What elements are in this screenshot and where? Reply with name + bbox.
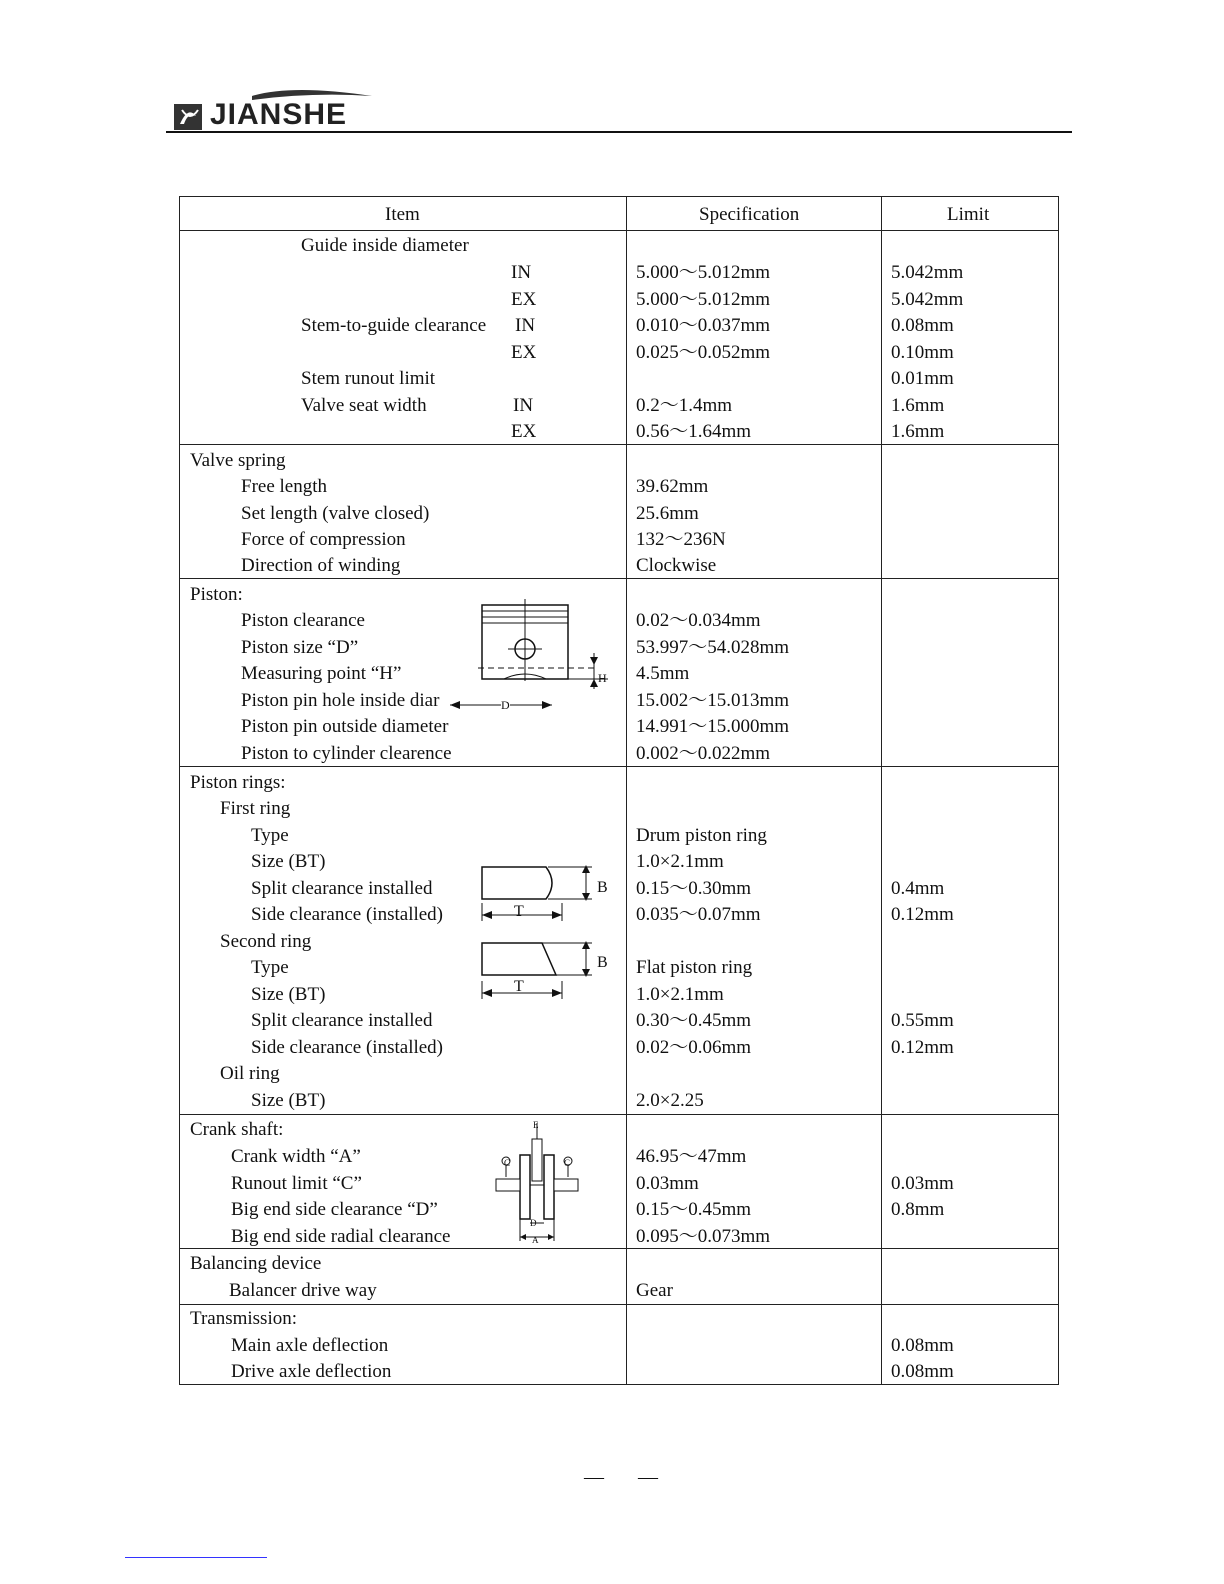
piston-fig-d: D [501, 695, 510, 715]
second-split-label: Split clearance installed [251, 1010, 433, 1031]
valve-spring-title: Valve spring [190, 450, 286, 471]
second-size-label: Size (BT) [251, 984, 326, 1005]
transmission-title: Transmission: [190, 1308, 297, 1329]
piston-rings-section [180, 767, 1058, 1115]
stg-in-limit: 0.08mm [891, 315, 954, 336]
guide-in-spec: 5.000～5.012mm [636, 262, 771, 283]
drive-axle-limit: 0.08mm [891, 1361, 954, 1382]
piston-to-cylinder-spec: 0.002～0.022mm [636, 743, 771, 764]
crank-fig-c-right: C [564, 1158, 571, 1168]
guide-in-limit: 5.042mm [891, 262, 964, 283]
stg-ex-limit: 0.10mm [891, 342, 954, 363]
winding-label: Direction of winding [241, 555, 401, 576]
oil-size-spec: 2.0×2.25 [636, 1090, 704, 1111]
oil-ring-label: Oil ring [220, 1063, 280, 1084]
transmission-section [180, 1305, 1058, 1384]
first-split-spec: 0.15～0.30mm [636, 878, 752, 899]
second-type-spec: Flat piston ring [636, 957, 753, 978]
balancing-device-title: Balancing device [190, 1253, 322, 1274]
pin-hole-label: Piston pin hole inside diar [241, 690, 440, 711]
header-limit: Limit [947, 204, 990, 225]
seat-ex-spec: 0.56～1.64mm [636, 421, 752, 442]
second-size-spec: 1.0×2.1mm [636, 984, 724, 1005]
seat-in-limit: 1.6mm [891, 395, 945, 416]
crankshaft-diagram [492, 1119, 582, 1243]
second-ring-fig-b: B [597, 954, 608, 971]
piston-clearance-spec: 0.02～0.034mm [636, 610, 761, 631]
second-side-spec: 0.02～0.06mm [636, 1037, 752, 1058]
stg-ex-spec: 0.025～0.052mm [636, 342, 771, 363]
drive-axle-label: Drive axle deflection [231, 1361, 392, 1382]
footer-link-underline [125, 1557, 267, 1558]
first-ring-diagram [476, 863, 606, 923]
table-header-row [180, 197, 1058, 231]
page-number-dash-right: — [638, 1466, 658, 1488]
guide-ex-limit: 5.042mm [891, 289, 964, 310]
pin-hole-spec: 15.002～15.013mm [636, 690, 790, 711]
crank-shaft-title: Crank shaft: [190, 1119, 284, 1140]
seat-ex-label: EX [511, 421, 537, 442]
first-ring-fig-b: B [597, 879, 608, 896]
seat-in-spec: 0.2～1.4mm [636, 395, 733, 416]
big-end-radial-spec: 0.095～0.073mm [636, 1226, 771, 1247]
spec-table [179, 196, 1059, 1385]
second-ring-label: Second ring [220, 931, 312, 952]
stem-to-guide-label: Stem-to-guide clearance [301, 315, 487, 336]
guide-ex-spec: 5.000～5.012mm [636, 289, 771, 310]
guide-inside-diameter-label: Guide inside diameter [301, 235, 469, 256]
first-split-limit: 0.4mm [891, 878, 945, 899]
second-side-limit: 0.12mm [891, 1037, 954, 1058]
valve-section [180, 231, 1058, 445]
piston-section [180, 579, 1058, 767]
first-split-label: Split clearance installed [251, 878, 433, 899]
crank-fig-d: D [530, 1218, 537, 1228]
balancer-drive-label: Balancer drive way [229, 1280, 377, 1301]
crank-width-spec: 46.95～47mm [636, 1146, 747, 1167]
crank-fig-e: E [533, 1120, 539, 1130]
piston-size-spec: 53.997～54.028mm [636, 637, 790, 658]
big-end-side-limit: 0.8mm [891, 1199, 945, 1220]
brand-name: JIANSHE [210, 98, 348, 131]
force-label: Force of compression [241, 529, 406, 550]
second-split-spec: 0.30～0.45mm [636, 1010, 752, 1031]
stg-in-spec: 0.010～0.037mm [636, 315, 771, 336]
first-size-spec: 1.0×2.1mm [636, 851, 724, 872]
pin-od-spec: 14.991～15.000mm [636, 716, 790, 737]
balancer-drive-spec: Gear [636, 1280, 673, 1301]
jianshe-logo [172, 86, 382, 132]
guide-ex-label: EX [511, 289, 537, 310]
page-number-dash-left: — [584, 1466, 604, 1488]
set-length-label: Set length (valve closed) [241, 503, 430, 524]
runout-limit: 0.03mm [891, 1173, 954, 1194]
piston-size-label: Piston size “D” [241, 637, 359, 658]
big-end-radial-label: Big end side radial clearance [231, 1226, 451, 1247]
piston-to-cylinder-label: Piston to cylinder clearence [241, 743, 452, 764]
free-length-spec: 39.62mm [636, 476, 709, 497]
header-rule [166, 131, 1072, 133]
stem-runout-label: Stem runout limit [301, 368, 436, 389]
runout-spec: 0.03mm [636, 1173, 699, 1194]
seat-ex-limit: 1.6mm [891, 421, 945, 442]
header-specification: Specification [699, 204, 800, 225]
force-spec: 132～236N [636, 529, 726, 550]
stg-in-label: IN [515, 315, 536, 336]
crank-fig-c-left: C [504, 1158, 511, 1168]
second-ring-diagram [476, 939, 606, 1001]
set-length-spec: 25.6mm [636, 503, 699, 524]
first-ring-label: First ring [220, 798, 291, 819]
runout-label: Runout limit “C” [231, 1173, 362, 1194]
oil-size-label: Size (BT) [251, 1090, 326, 1111]
measuring-point-label: Measuring point “H” [241, 663, 402, 684]
first-type-label: Type [251, 825, 289, 846]
first-side-label: Side clearance (installed) [251, 904, 444, 925]
crank-width-label: Crank width “A” [231, 1146, 361, 1167]
first-type-spec: Drum piston ring [636, 825, 767, 846]
piston-fig-h: H [598, 671, 607, 685]
piston-clearance-label: Piston clearance [241, 610, 365, 631]
second-side-label: Side clearance (installed) [251, 1037, 444, 1058]
main-axle-label: Main axle deflection [231, 1335, 389, 1356]
big-end-side-label: Big end side clearance “D” [231, 1199, 438, 1220]
second-split-limit: 0.55mm [891, 1010, 954, 1031]
seat-width-label: Valve seat width [301, 395, 427, 416]
second-ring-fig-t: T [514, 978, 524, 995]
first-side-spec: 0.035～0.07mm [636, 904, 761, 925]
guide-in-label: IN [511, 262, 532, 283]
piston-diagram [448, 597, 614, 715]
first-ring-fig-t: T [514, 903, 524, 920]
header-item: Item [385, 204, 420, 225]
piston-title: Piston: [190, 584, 243, 605]
second-type-label: Type [251, 957, 289, 978]
pin-od-label: Piston pin outside diameter [241, 716, 449, 737]
valve-spring-section [180, 445, 1058, 579]
first-size-label: Size (BT) [251, 851, 326, 872]
seat-in-label: IN [513, 395, 534, 416]
piston-rings-title: Piston rings: [190, 772, 286, 793]
stem-runout-limit: 0.01mm [891, 368, 954, 389]
main-axle-limit: 0.08mm [891, 1335, 954, 1356]
free-length-label: Free length [241, 476, 328, 497]
measuring-point-spec: 4.5mm [636, 663, 690, 684]
big-end-side-spec: 0.15～0.45mm [636, 1199, 752, 1220]
crank-fig-a: A [532, 1235, 539, 1245]
stg-ex-label: EX [511, 342, 537, 363]
winding-spec: Clockwise [636, 555, 717, 576]
first-side-limit: 0.12mm [891, 904, 954, 925]
crank-shaft-section [180, 1115, 1058, 1249]
balancing-device-section [180, 1249, 1058, 1305]
